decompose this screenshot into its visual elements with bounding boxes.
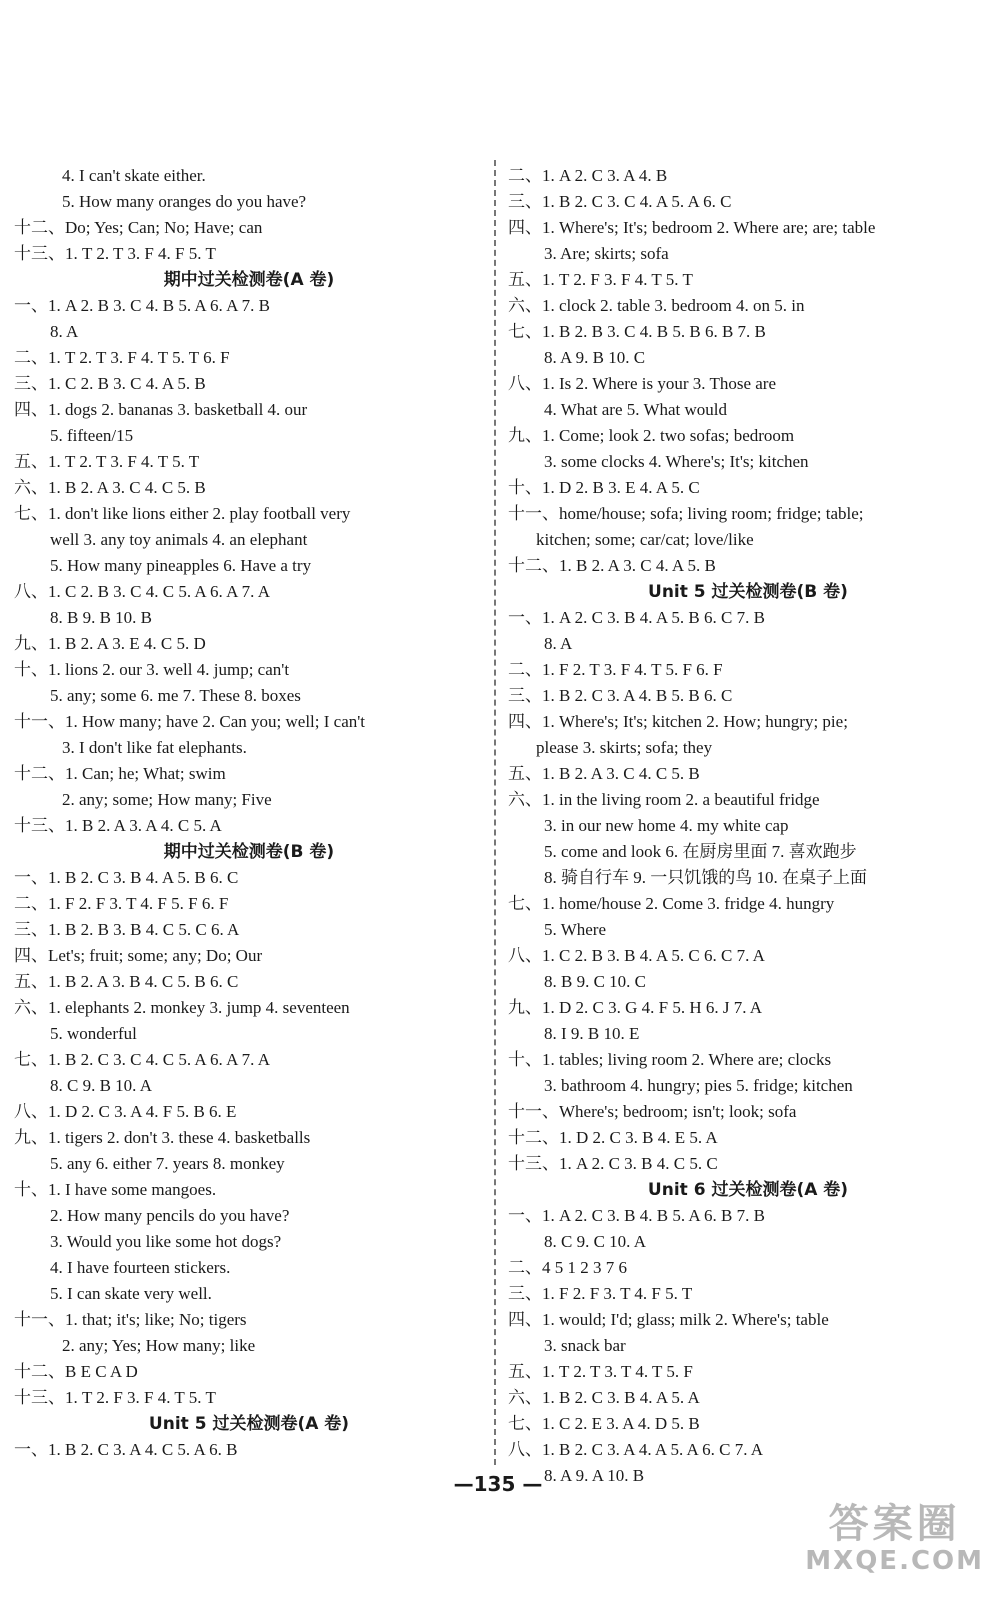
answer-line: 三、1. C 2. B 3. C 4. A 5. B <box>14 374 206 393</box>
answer-line: 七、1. don't like lions either 2. play football very <box>14 504 351 523</box>
answer-line: 5. fifteen/15 <box>50 426 134 445</box>
answer-line: well 3. any toy animals 4. an elephant <box>50 530 308 549</box>
answer-line: 4. What are 5. What would <box>544 400 728 419</box>
answer-line: 八、1. D 2. C 3. A 4. F 5. B 6. E <box>14 1102 237 1121</box>
answer-line: 十二、1. Can; he; What; swim <box>14 764 226 783</box>
answer-line: 3. bathroom 4. hungry; pies 5. fridge; kitchen <box>544 1076 853 1095</box>
answer-line: 七、1. B 2. C 3. C 4. C 5. A 6. A 7. A <box>14 1050 270 1069</box>
answer-line: 三、1. B 2. C 3. C 4. A 5. A 6. C <box>508 192 732 211</box>
column-divider <box>494 160 496 1465</box>
answer-line: 8. A <box>544 634 573 653</box>
answer-line: 六、1. in the living room 2. a beautiful fridge <box>508 790 820 809</box>
answer-line: 九、1. B 2. A 3. E 4. C 5. D <box>14 634 206 653</box>
answer-line: 一、1. A 2. B 3. C 4. B 5. A 6. A 7. B <box>14 296 270 315</box>
answer-line: 十一、1. that; it's; like; No; tigers <box>14 1310 247 1329</box>
answer-line: 五、1. T 2. T 3. F 4. T 5. T <box>14 452 200 471</box>
answer-line: 8. B 9. C 10. C <box>544 972 647 991</box>
answer-line: 四、1. would; I'd; glass; milk 2. Where's; table <box>508 1310 829 1329</box>
answer-line: 3. in our new home 4. my white cap <box>544 816 789 835</box>
answer-line: 5. How many pineapples 6. Have a try <box>50 556 312 575</box>
answer-line: 4. I can't skate either. <box>62 166 206 185</box>
answer-line: 十二、1. D 2. C 3. B 4. E 5. A <box>508 1128 718 1147</box>
answer-line: 八、1. C 2. B 3. C 4. C 5. A 6. A 7. A <box>14 582 270 601</box>
answer-line: 十、1. I have some mangoes. <box>14 1180 217 1199</box>
answer-line: 一、1. B 2. C 3. B 4. A 5. B 6. C <box>14 868 239 887</box>
answer-line: 5. come and look 6. 在厨房里面 7. 喜欢跑步 <box>544 842 857 861</box>
answer-line: 一、1. B 2. C 3. A 4. C 5. A 6. B <box>14 1440 238 1459</box>
answer-line: 四、1. Where's; It's; bedroom 2. Where are; are; table <box>508 218 876 237</box>
answer-line: 四、1. Where's; It's; kitchen 2. How; hungry; pie; <box>508 712 848 731</box>
answer-line: kitchen; some; car/cat; love/like <box>536 530 754 549</box>
watermark-line2: MXQE.COM <box>805 1546 984 1576</box>
answer-line: 一、1. A 2. C 3. B 4. A 5. B 6. C 7. B <box>508 608 765 627</box>
answer-line: 二、1. F 2. F 3. T 4. F 5. F 6. F <box>14 894 229 913</box>
answer-line: 8. A <box>50 322 79 341</box>
answer-line: 五、1. B 2. A 3. B 4. C 5. B 6. C <box>14 972 239 991</box>
left-column <box>14 163 484 1463</box>
answer-line: 8. B 9. B 10. B <box>50 608 153 627</box>
page-number: —135 — <box>453 1472 543 1496</box>
answer-line: 六、1. B 2. C 3. B 4. A 5. A <box>508 1388 700 1407</box>
answer-line: 3. Would you like some hot dogs? <box>50 1232 282 1251</box>
answer-line: 5. Where <box>544 920 606 939</box>
answer-line: 十三、1. B 2. A 3. A 4. C 5. A <box>14 816 222 835</box>
answer-line: 六、1. clock 2. table 3. bedroom 4. on 5. in <box>508 296 805 315</box>
answer-line: 8. 骑自行车 9. 一只饥饿的鸟 10. 在桌子上面 <box>544 868 867 887</box>
answer-line: 八、1. Is 2. Where is your 3. Those are <box>508 374 777 393</box>
answer-line: 四、Let's; fruit; some; any; Do; Our <box>14 946 263 965</box>
answer-line: 五、1. B 2. A 3. C 4. C 5. B <box>508 764 700 783</box>
answer-line: 3. snack bar <box>544 1336 626 1355</box>
answer-line: 七、1. C 2. E 3. A 4. D 5. B <box>508 1414 700 1433</box>
answer-line: 4. I have fourteen stickers. <box>50 1258 231 1277</box>
answer-line: 8. A 9. A 10. B <box>544 1466 645 1485</box>
answer-line: 十一、Where's; bedroom; isn't; look; sofa <box>508 1102 797 1121</box>
answer-line: 二、1. T 2. T 3. F 4. T 5. T 6. F <box>14 348 230 367</box>
answer-line: 5. any 6. either 7. years 8. monkey <box>50 1154 285 1173</box>
answer-line: 5. How many oranges do you have? <box>62 192 307 211</box>
section-heading: Unit 5 过关检测卷(B 卷) <box>648 582 848 602</box>
answer-line: 二、4 5 1 2 3 7 6 <box>508 1258 627 1277</box>
section-heading: Unit 5 过关检测卷(A 卷) <box>148 1414 350 1434</box>
answer-line: 六、1. B 2. A 3. C 4. C 5. B <box>14 478 206 497</box>
answer-line: 十三、1. T 2. F 3. F 4. T 5. T <box>14 1388 216 1407</box>
answer-line: 8. A 9. B 10. C <box>544 348 646 367</box>
answer-line: 十、1. tables; living room 2. Where are; clocks <box>508 1050 832 1069</box>
answer-line: 3. Are; skirts; sofa <box>544 244 669 263</box>
answer-line: 2. How many pencils do you have? <box>50 1206 290 1225</box>
answer-line: 5. I can skate very well. <box>50 1284 212 1303</box>
answer-line: 十、1. D 2. B 3. E 4. A 5. C <box>508 478 700 497</box>
answer-line: 十二、B E C A D <box>14 1362 138 1381</box>
answer-line: 八、1. B 2. C 3. A 4. A 5. A 6. C 7. A <box>508 1440 764 1459</box>
answer-line: 5. any; some 6. me 7. These 8. boxes <box>50 686 301 705</box>
answer-line: 8. I 9. B 10. E <box>544 1024 640 1043</box>
section-heading: Unit 6 过关检测卷(A 卷) <box>647 1180 849 1200</box>
answer-line: 十一、1. How many; have 2. Can you; well; I can't <box>14 712 366 731</box>
answer-line: 十三、1. T 2. T 3. F 4. F 5. T <box>14 244 216 263</box>
answer-line: 三、1. B 2. C 3. A 4. B 5. B 6. C <box>508 686 733 705</box>
answer-line: 二、1. A 2. C 3. A 4. B <box>508 166 668 185</box>
answer-line: 十一、home/house; sofa; living room; fridge; table; <box>508 504 864 523</box>
answer-line: 3. some clocks 4. Where's; It's; kitchen <box>544 452 809 471</box>
answer-line: 六、1. elephants 2. monkey 3. jump 4. seventeen <box>14 998 350 1017</box>
answer-line: 五、1. T 2. T 3. T 4. T 5. F <box>508 1362 693 1381</box>
answer-line: 十、1. lions 2. our 3. well 4. jump; can't <box>14 660 290 679</box>
answer-line: 九、1. D 2. C 3. G 4. F 5. H 6. J 7. A <box>508 998 763 1017</box>
answer-line: 三、1. B 2. B 3. B 4. C 5. C 6. A <box>14 920 240 939</box>
answer-line: 8. C 9. C 10. A <box>544 1232 647 1251</box>
answer-line: 2. any; Yes; How many; like <box>62 1336 256 1355</box>
answer-line: 四、1. dogs 2. bananas 3. basketball 4. our <box>14 400 308 419</box>
watermark-logo <box>805 1502 984 1576</box>
answer-line: 九、1. Come; look 2. two sofas; bedroom <box>508 426 795 445</box>
answer-line: 三、1. F 2. F 3. T 4. F 5. T <box>508 1284 693 1303</box>
answer-line: 五、1. T 2. F 3. F 4. T 5. T <box>508 270 693 289</box>
section-heading: 期中过关检测卷(A 卷) <box>163 270 335 290</box>
answer-line: 2. any; some; How many; Five <box>62 790 272 809</box>
answer-line: 二、1. F 2. T 3. F 4. T 5. F 6. F <box>508 660 723 679</box>
watermark-line1: 答案圈 <box>828 1501 961 1547</box>
answer-line: 七、1. B 2. B 3. C 4. B 5. B 6. B 7. B <box>508 322 766 341</box>
answer-line: 3. I don't like fat elephants. <box>62 738 247 757</box>
answer-line: 七、1. home/house 2. Come 3. fridge 4. hungry <box>508 894 835 913</box>
answer-line: 十三、1. A 2. C 3. B 4. C 5. C <box>508 1154 718 1173</box>
answer-line: 八、1. C 2. B 3. B 4. A 5. C 6. C 7. A <box>508 946 765 965</box>
answer-line: 一、1. A 2. C 3. B 4. B 5. A 6. B 7. B <box>508 1206 765 1225</box>
answer-line: 九、1. tigers 2. don't 3. these 4. basketballs <box>14 1128 311 1147</box>
answer-line: 十二、1. B 2. A 3. C 4. A 5. B <box>508 556 716 575</box>
answer-line: 十二、Do; Yes; Can; No; Have; can <box>14 218 263 237</box>
answer-line: 5. wonderful <box>50 1024 137 1043</box>
right-column <box>508 163 988 1489</box>
answer-line: 8. C 9. B 10. A <box>50 1076 153 1095</box>
answer-line: please 3. skirts; sofa; they <box>536 738 713 757</box>
section-heading: 期中过关检测卷(B 卷) <box>163 842 335 862</box>
